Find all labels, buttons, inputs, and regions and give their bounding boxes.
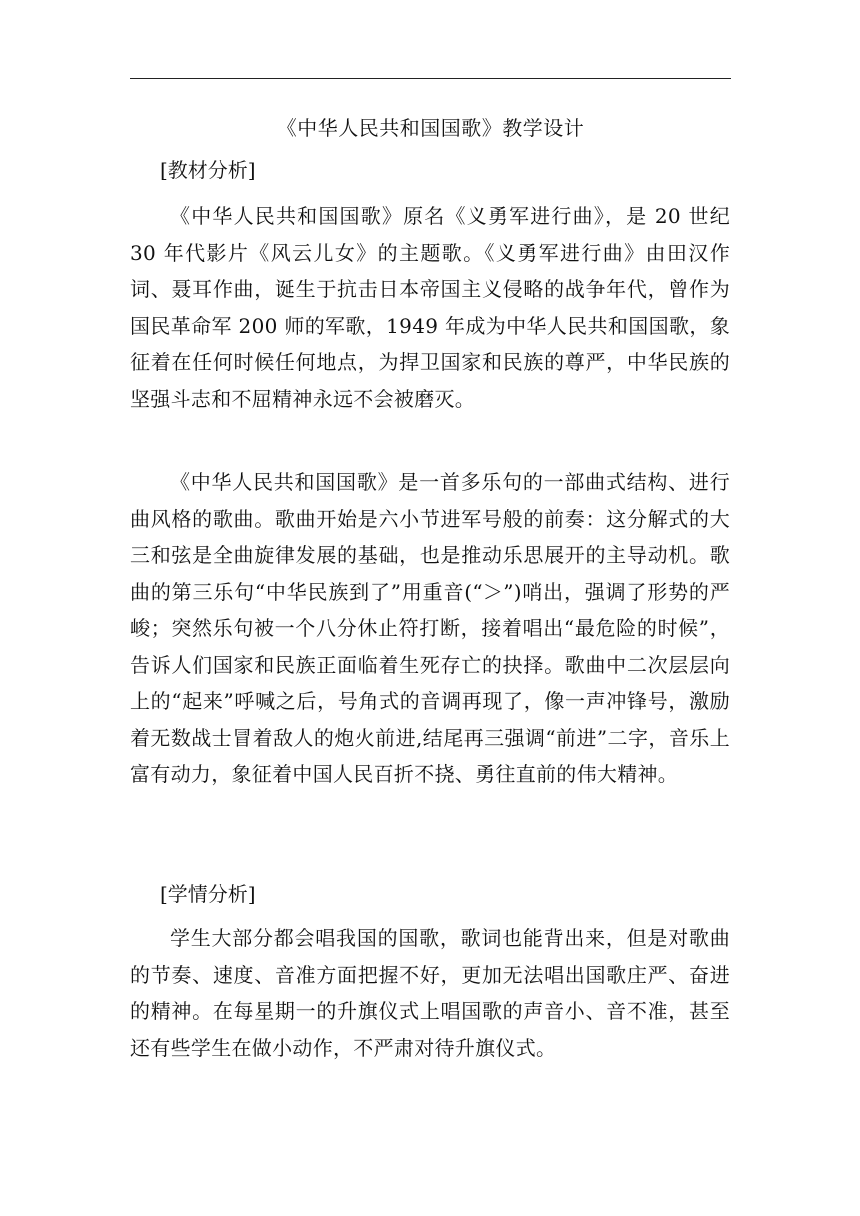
section-heading-student-analysis: [学情分析] <box>160 882 256 906</box>
header-rule <box>130 78 731 79</box>
paragraph-textbook-analysis-1: 《中华人民共和国国歌》原名《义勇军进行曲》，是 20 世纪 30 年代影片《风云儿女》的主题歌。《义勇军进行曲》由田汉作词、聂耳作曲，诞生于抗击日本帝国主义侵略的战争年代，曾作为国民革命军 200 师的军歌，1949 年成为中华人民共和国国歌，象征着在任何时候任何地点，为捍卫国家和民族的尊严，中华民族的坚强斗志和不屈精神永远不会被磨灭。 <box>130 204 730 411</box>
section-heading-textbook-analysis: [教材分析] <box>160 158 256 182</box>
paragraph-student-analysis-1: 学生大部分都会唱我国的国歌，歌词也能背出来，但是对歌曲的节奏、速度、音准方面把握不好，更加无法唱出国歌庄严、奋进的精神。在每星期一的升旗仪式上唱国歌的声音小、音不准，甚至还有些学生在做小动作，不严肃对待升旗仪式。 <box>130 926 730 1060</box>
paragraph-textbook-analysis-2: 《中华人民共和国国歌》是一首多乐句的一部曲式结构、进行曲风格的歌曲。歌曲开始是六小节进军号般的前奏：这分解式的大三和弦是全曲旋律发展的基础，也是推动乐思展开的主导动机。歌曲的第三乐句“中华民族到了”用重音(“＞”)哨出，强调了形势的严峻；突然乐句被一个八分休止符打断，接着唱出“最危险的时候”，告诉人们国家和民族正面临着生死存亡的抉择。歌曲中二次层层向上的“起来”呼喊之后，号角式的音调再现了，像一声冲锋号，激励着无数战士冒着敌人的炮火前进,结尾再三强调“前进”二字，音乐上富有动力，象征着中国人民百折不挠、勇往直前的伟大精神。 <box>130 470 730 786</box>
document-title: 《中华人民共和国国歌》教学设计 <box>276 116 585 140</box>
